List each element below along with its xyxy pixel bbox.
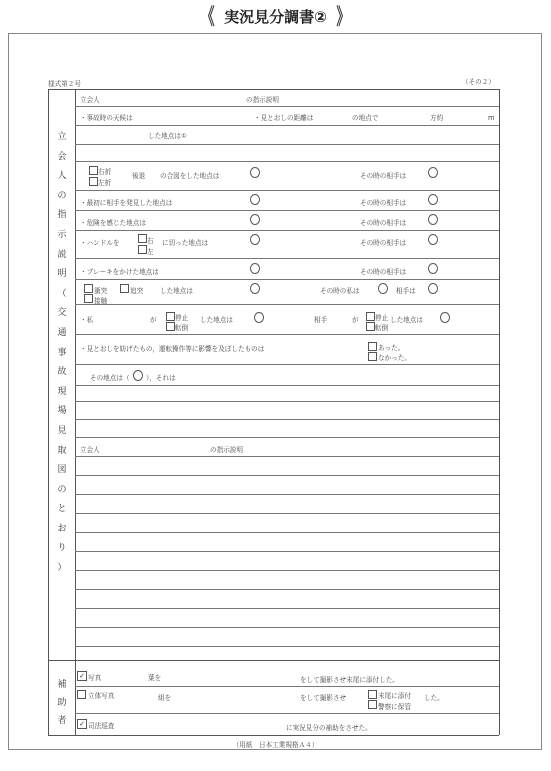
steering-label: ・ハンドルを — [80, 239, 120, 247]
opponent-stop-checkbox[interactable] — [366, 312, 375, 321]
row-line — [75, 589, 499, 590]
danger-label: ・危険を感じた地点は — [80, 219, 146, 227]
column-divider — [75, 89, 76, 735]
first-sight-label: ・最初に相手を発見した地点は — [80, 199, 173, 207]
rear-end-label: 追突 — [130, 287, 144, 295]
instruction-label: の指示説明 — [246, 96, 279, 104]
form-sheet — [8, 33, 542, 750]
row-line — [75, 279, 499, 280]
not-existed-label: なかった。 — [378, 354, 411, 362]
collision-label: 衝突 — [94, 287, 108, 295]
row-line — [75, 475, 499, 476]
point-circle — [250, 234, 260, 245]
table-top-border — [48, 89, 499, 90]
point-circle — [428, 167, 438, 178]
that-is-label: ），それは — [146, 374, 176, 382]
self-label: その時の私は — [320, 287, 360, 295]
row-line — [75, 304, 499, 305]
paper-size-footer: （用紙 日本工業規格Ａ４） — [232, 741, 319, 749]
witness-label: 立会人 — [80, 446, 100, 454]
opponent-label: その時の相手は — [360, 199, 407, 207]
photographed-label: をして撮影させ — [300, 694, 347, 702]
did-label: した。 — [424, 694, 444, 702]
stereo-photo-label: 立体写真 — [88, 692, 115, 700]
row-line — [75, 551, 499, 552]
section1-label: 立 会 人 の 指 示 説 明 （ 交 通 事 故 現 場 見 取 図 の と お り ） — [57, 132, 67, 574]
instruction-label: の指示説明 — [210, 446, 243, 454]
point-circle — [254, 312, 264, 323]
row-line — [75, 686, 499, 687]
judicial-officer-checkbox[interactable]: ✓ — [77, 719, 87, 729]
row-line — [75, 570, 499, 571]
row-line — [75, 190, 499, 191]
stop-checkbox[interactable] — [166, 312, 175, 321]
opponent-label: その時の相手は — [360, 239, 407, 247]
title-text: 実況見分調書② — [224, 8, 327, 26]
brake-label: ・ブレーキをかけた地点は — [80, 268, 159, 276]
meter-unit: m — [488, 114, 495, 122]
opponent-label: 相手 — [314, 316, 328, 324]
sheets-label: 葉を — [148, 674, 162, 682]
right-turn-label: 右折 — [98, 168, 112, 176]
attach-end-label: 末尾に添付 — [378, 692, 411, 700]
photo-attached-label: をして撮影させ末尾に添付した。 — [300, 676, 399, 684]
row-line — [75, 646, 499, 647]
direction-label: 方約 — [430, 114, 444, 122]
assisted-label: に実況見分の補助をさせた。 — [286, 724, 372, 732]
point-circle — [250, 214, 260, 225]
right-turn-checkbox[interactable] — [89, 166, 98, 175]
opponent-label: その時の相手は — [360, 219, 407, 227]
section-divider — [48, 660, 499, 661]
point-circle — [440, 312, 450, 323]
stop-label: 停止 — [175, 314, 189, 322]
obstruction-label: ・見とおしを妨げたもの，運転操作等に影響を及ぼしたものは — [80, 345, 265, 353]
not-existed-checkbox[interactable] — [368, 352, 377, 361]
self-label: ・私 — [80, 316, 94, 324]
police-storage-checkbox[interactable] — [368, 700, 377, 709]
point-circle — [133, 370, 143, 381]
that-point-label: その地点は（ — [90, 374, 130, 382]
row-line — [75, 230, 499, 231]
title-right-bracket: 》 — [336, 5, 350, 30]
impact-point-label: した地点は — [160, 287, 193, 295]
reverse-label: 後退 — [132, 172, 146, 180]
form-number: 様式第２号 — [48, 80, 81, 88]
steered-point-label: に切った地点は — [162, 239, 209, 247]
row-line — [75, 258, 499, 259]
row-line — [75, 437, 499, 438]
subject-particle: が — [352, 316, 359, 324]
point-circle — [428, 194, 438, 205]
left-turn-label: 左折 — [98, 179, 112, 187]
opponent-label: その時の相手は — [360, 268, 407, 276]
existed-label: あった。 — [378, 344, 405, 352]
right-checkbox[interactable] — [138, 234, 147, 243]
row-line — [75, 161, 499, 162]
visibility-label: ・見とおしの距離は — [254, 114, 314, 122]
stop-label: 停止 — [375, 314, 389, 322]
photo-label: 写真 — [88, 674, 102, 682]
fall-label: 転倒 — [175, 324, 189, 332]
row-line — [75, 419, 499, 420]
contact-label: 接触 — [94, 297, 108, 305]
row-line — [75, 713, 499, 714]
row-line — [75, 513, 499, 514]
contact-checkbox[interactable] — [84, 294, 93, 303]
subject-particle: が — [150, 316, 157, 324]
collision-checkbox[interactable] — [84, 284, 93, 293]
point-circle — [250, 283, 260, 294]
rear-end-checkbox[interactable] — [120, 284, 129, 293]
page-number: （その２） — [462, 78, 495, 86]
point-circle — [250, 167, 260, 178]
table-left-border — [48, 89, 49, 735]
weather-label: ・事故時の天候は — [80, 114, 133, 122]
row-line — [75, 144, 499, 145]
row-line — [75, 385, 499, 386]
point-label: の地点で — [352, 114, 379, 122]
signal-point-label: の合図をした地点は — [160, 172, 220, 180]
point-circle — [428, 214, 438, 225]
attach-end-checkbox[interactable] — [368, 690, 377, 699]
row-line — [75, 608, 499, 609]
stereo-photo-checkbox[interactable] — [77, 690, 86, 699]
point-circle — [250, 263, 260, 274]
row-line — [75, 494, 499, 495]
table-bottom-border — [48, 735, 499, 736]
title-left-bracket: 《 — [201, 5, 215, 30]
witness-label: 立会人 — [80, 96, 100, 104]
row-line — [75, 627, 499, 628]
row-line — [75, 401, 499, 402]
point-circle — [428, 283, 438, 294]
row-line — [75, 334, 499, 335]
row-line — [75, 210, 499, 211]
document-title — [0, 5, 551, 30]
left-checkbox[interactable] — [138, 245, 147, 254]
opponent-label: 相手は — [396, 287, 416, 295]
row-line — [75, 456, 499, 457]
fall-checkbox[interactable] — [166, 322, 175, 331]
table-right-border — [499, 89, 500, 735]
judicial-officer-label: 司法巡査 — [88, 722, 115, 730]
row-line — [75, 125, 499, 126]
fall-label: 転倒 — [375, 324, 389, 332]
opponent-fall-checkbox[interactable] — [366, 322, 375, 331]
right-label: 右 — [147, 237, 154, 245]
point1-label: した地点は① — [148, 132, 187, 140]
sets-label: 組を — [158, 694, 172, 702]
point-circle — [250, 194, 260, 205]
existed-checkbox[interactable] — [368, 342, 377, 351]
stop-point-label: した地点は — [390, 316, 423, 324]
opponent-label: その時の相手は — [360, 172, 407, 180]
row-line — [75, 532, 499, 533]
row-line — [75, 364, 499, 365]
section2-label: 補 助 者 — [57, 680, 67, 726]
police-storage-label: 警察に保管 — [378, 703, 411, 711]
stop-point-label: した地点は — [200, 316, 233, 324]
point-circle — [428, 234, 438, 245]
point-circle — [378, 283, 388, 294]
point-circle — [428, 263, 438, 274]
left-turn-checkbox[interactable] — [89, 177, 98, 186]
photo-checkbox[interactable]: ✓ — [77, 671, 87, 681]
row-line — [75, 106, 499, 107]
left-label: 左 — [147, 248, 154, 256]
